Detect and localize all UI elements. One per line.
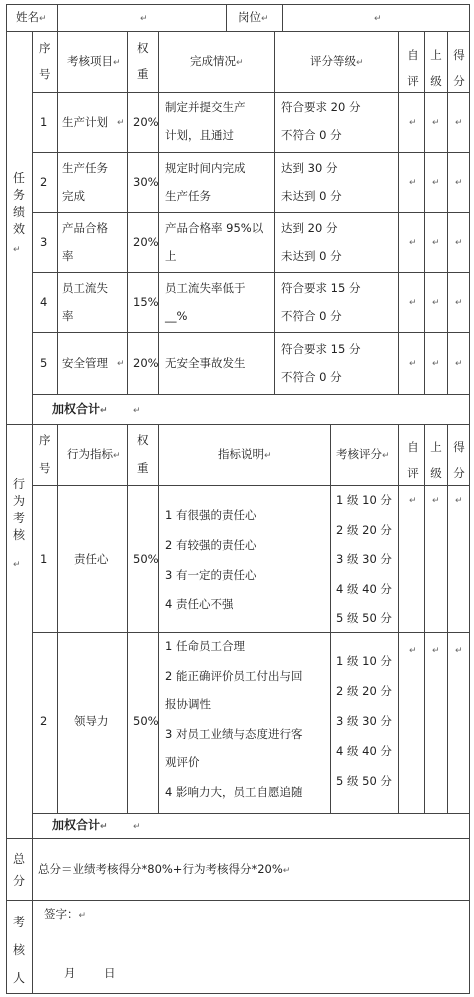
behavior-weighted-total-field[interactable]: ↵ [133,822,141,832]
signature-label: 签字：↵ [44,907,87,921]
task-row-desc-1: 制定并提交生产 [165,100,246,114]
behavior-explain-line: 3 有一定的责任心 [165,568,257,582]
final-score-cell-marker[interactable]: ↵ [455,178,463,188]
vline [398,31,399,395]
task-col-weight-1: 权 [137,41,149,55]
behavior-row-indicator: 领导力 [74,714,109,728]
vline [127,424,128,813]
task-row-item: 生产计划 [62,115,108,129]
task-row-desc-1: 员工流失率低于 [165,281,246,295]
behavior-level-option[interactable]: 5 级 50 分 [336,774,392,788]
task-row-seq: 2 [40,175,48,189]
vline [32,838,33,994]
vline [424,424,425,813]
total-formula: 总分＝业绩考核得分*80%+行为考核得分*20%↵ [38,862,291,876]
behavior-col-superior: 上级 [430,440,442,480]
behavior-col-explain: 指标说明↵ [218,447,272,461]
task-row-weight: 15% [133,295,159,309]
final-score-cell-marker[interactable]: ↵ [455,646,463,656]
task-row-weight: 20% [133,356,159,370]
date-day-label: 日 [104,966,116,980]
behavior-row-seq: 1 [40,552,48,566]
behavior-col-self: 自评 [407,440,419,480]
behavior-explain-line: 4 责任心不强 [165,597,234,611]
signature-field[interactable] [100,902,460,962]
vline [274,31,275,395]
superior-score-cell-marker[interactable]: ↵ [432,118,440,128]
behavior-section-label: 行为考核 [12,477,25,542]
task-row-grade-2: 不符合 0 分 [281,309,342,323]
hline [32,813,470,814]
behavior-explain-line: 2 有较强的责任心 [165,538,257,552]
behavior-col-score: 得分 [453,440,465,480]
vline [127,31,128,395]
behavior-level-option[interactable]: 4 级 40 分 [336,744,392,758]
hline [32,152,470,153]
task-section-marker: ↵ [13,245,21,255]
task-row-item-2: 完成 [62,189,85,203]
task-row-seq: 1 [40,115,48,129]
hline [6,900,470,901]
behavior-row-weight: 50% [133,552,159,566]
task-weighted-total-field[interactable]: ↵ [133,406,141,416]
vline [32,424,33,838]
task-row-grade-1: 符合要求 15 分 [281,342,361,356]
behavior-row-seq: 2 [40,714,48,728]
task-weighted-total-label: 加权合计↵ [52,402,108,416]
task-row-grade-2: 不符合 0 分 [281,370,342,384]
task-row-grade-1: 符合要求 20 分 [281,100,361,114]
position-label: 岗位↵ [238,10,269,24]
behavior-explain-line: 3 对员工业绩与态度进行客 [165,727,303,741]
hline [32,394,470,395]
vline [447,424,448,813]
vline [57,424,58,813]
task-row-grade-1: 达到 20 分 [281,221,338,235]
behavior-col-seq-1: 序 [39,433,51,447]
behavior-level-option[interactable]: 2 级 20 分 [336,523,392,537]
task-row-desc-1: 产品合格率 95%以 [165,221,264,235]
vline [158,424,159,813]
task-row-grade-2: 未达到 0 分 [281,249,342,263]
superior-score-cell-marker[interactable]: ↵ [432,298,440,308]
final-score-cell-marker[interactable]: ↵ [455,496,463,506]
vline [158,31,159,395]
task-row-desc-1: 无安全事故发生 [165,356,246,370]
behavior-col-weight-1: 权 [137,433,149,447]
task-row-seq: 4 [40,295,48,309]
hline [6,31,470,32]
date-month-label: 月 [64,966,76,980]
task-col-completion: 完成情况↵ [190,54,244,68]
task-row-weight: 20% [133,115,159,129]
task-col-superior: 上级 [430,48,442,88]
hline [6,424,470,425]
hline [32,212,470,213]
task-row-grade-2: 未达到 0 分 [281,189,342,203]
vline [57,31,58,395]
task-row-weight: 30% [133,175,159,189]
superior-score-cell-marker[interactable]: ↵ [432,238,440,248]
vline [398,424,399,813]
superior-score-cell-marker[interactable]: ↵ [432,178,440,188]
final-score-cell-marker[interactable]: ↵ [455,118,463,128]
task-row-grade-1: 符合要求 15 分 [281,281,361,295]
vline [32,31,33,425]
self-score-cell-marker[interactable]: ↵ [409,238,417,248]
task-col-grade: 评分等级↵ [310,54,364,68]
hline [6,838,470,839]
task-row-desc-1: 规定时间内完成 [165,161,246,175]
vline [330,424,331,813]
task-row-item-2: 率 [62,309,74,323]
total-section-label: 总分 [12,852,25,888]
self-score-cell-marker[interactable]: ↵ [409,646,417,656]
vline [226,4,227,32]
task-row-item: 生产任务 [62,161,108,175]
task-row-item: 安全管理 [62,356,108,370]
task-col-weight-2: 重 [137,67,149,81]
behavior-weighted-total-label: 加权合计↵ [52,818,108,832]
hline [32,332,470,333]
behavior-level-option[interactable]: 3 级 30 分 [336,714,392,728]
position-field-marker: ↵ [374,14,382,24]
superior-score-cell-marker[interactable]: ↵ [432,646,440,656]
behavior-level-option[interactable]: 5 级 50 分 [336,611,392,625]
task-row-desc-2: __% [165,309,188,323]
task-col-seq-2: 号 [39,67,51,81]
superior-score-cell-marker[interactable]: ↵ [432,496,440,506]
final-score-cell-marker[interactable]: ↵ [455,359,463,369]
task-col-item: 考核项目↵ [67,54,121,68]
task-row-seq: 3 [40,235,48,249]
final-score-cell-marker[interactable]: ↵ [455,298,463,308]
self-score-cell-marker[interactable]: ↵ [409,496,417,506]
behavior-explain-line: 2 能正确评价员工付出与回 [165,669,303,683]
task-row-desc-2: 生产任务 [165,189,211,203]
behavior-explain-line: 1 任命员工合理 [165,639,245,653]
hline [32,272,470,273]
behavior-col-seq-2: 号 [39,461,51,475]
self-score-cell-marker[interactable]: ↵ [409,359,417,369]
task-row-grade-1: 达到 30 分 [281,161,338,175]
task-row-seq: 5 [40,356,48,370]
task-row-item: 产品合格 [62,221,108,235]
final-score-cell-marker[interactable]: ↵ [455,238,463,248]
self-score-cell-marker[interactable]: ↵ [409,298,417,308]
task-row-item-marker: ↵ [117,359,125,369]
behavior-col-rating: 考核评分↵ [336,447,390,461]
behavior-col-indicator: 行为指标↵ [67,447,121,461]
task-row-weight: 20% [133,235,159,249]
hline [32,632,470,633]
task-row-item-2: 率 [62,249,74,263]
behavior-level-option[interactable]: 4 级 40 分 [336,582,392,596]
task-col-self: 自评 [407,48,419,88]
behavior-level-option[interactable]: 1 级 10 分 [336,493,392,507]
superior-score-cell-marker[interactable]: ↵ [432,359,440,369]
self-score-cell-marker[interactable]: ↵ [409,118,417,128]
self-score-cell-marker[interactable]: ↵ [409,178,417,188]
border-left [6,4,7,994]
name-label: 姓名↵ [16,10,47,24]
task-col-seq-1: 序 [39,41,51,55]
behavior-explain-line: 4 影响力大，员工自愿追随 [165,785,303,799]
reviewer-section-label: 考核人 [12,915,25,985]
vline [447,31,448,395]
behavior-row-weight: 50% [133,714,159,728]
behavior-col-weight-2: 重 [137,461,149,475]
name-field-marker: ↵ [140,14,148,24]
vline [424,31,425,395]
task-row-grade-2: 不符合 0 分 [281,128,342,142]
behavior-level-option[interactable]: 2 级 20 分 [336,684,392,698]
task-row-desc-2: 计划，且通过 [165,128,234,142]
behavior-level-option[interactable]: 3 级 30 分 [336,552,392,566]
task-row-item: 员工流失 [62,281,108,295]
task-row-item-marker: ↵ [117,118,125,128]
task-section-label: 任务绩效 [12,171,25,236]
behavior-explain-line: 报协调性 [165,697,211,711]
border-bottom [6,993,470,994]
behavior-explain-line: 观评价 [165,755,200,769]
behavior-level-option[interactable]: 1 级 10 分 [336,654,392,668]
behavior-row-indicator: 责任心 [74,552,109,566]
task-row-desc-2: 上 [165,249,177,263]
task-col-score: 得分 [453,48,465,88]
behavior-section-marker: ↵ [13,560,21,570]
behavior-explain-line: 1 有很强的责任心 [165,508,257,522]
